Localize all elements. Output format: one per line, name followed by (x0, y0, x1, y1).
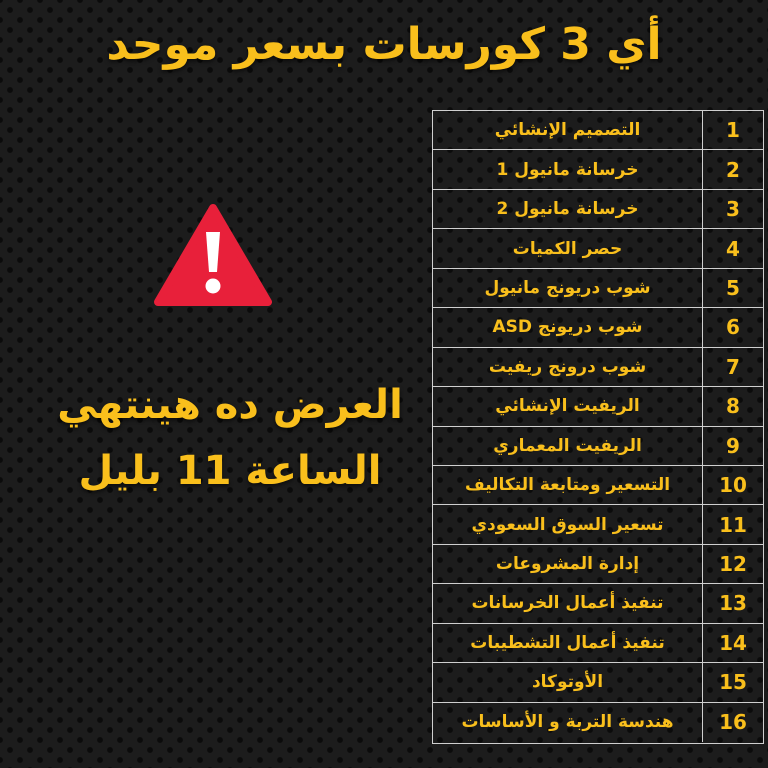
course-number: 2 (702, 150, 763, 188)
offer-line-2: الساعة 11 بليل (78, 448, 382, 494)
course-name: خرسانة مانيول 1 (496, 159, 639, 180)
course-number: 14 (702, 624, 763, 662)
table-row (433, 703, 763, 742)
table-row (433, 584, 763, 623)
headline-title: أي 3 كورسات بسعر موحد (106, 18, 662, 70)
table-row (433, 663, 763, 702)
course-number: 11 (702, 505, 763, 543)
course-name: الريفيت الإنشائي (495, 396, 640, 417)
course-name: هندسة التربة و الأساسات (461, 712, 674, 733)
course-name: شوب درونج ريفيت (488, 356, 647, 377)
warning-triangle-icon (154, 202, 272, 308)
course-name: التسعير ومتابعة التكاليف (464, 475, 671, 496)
offer-line-1: العرض ده هينتهي (57, 382, 403, 428)
course-number: 7 (702, 348, 763, 386)
offer-deadline-text (40, 372, 420, 504)
table-row (433, 308, 763, 347)
table-row (433, 624, 763, 663)
course-name: الأوتوكاد (531, 672, 604, 693)
table-row (433, 190, 763, 229)
course-number: 10 (702, 466, 763, 504)
table-row (433, 387, 763, 426)
course-number: 16 (702, 703, 763, 742)
course-name: شوب دريونج ASD (492, 317, 643, 338)
course-name: حصر الكميات (512, 238, 623, 259)
course-name: خرسانة مانيول 2 (496, 199, 639, 220)
course-number: 5 (702, 269, 763, 307)
course-number: 13 (702, 584, 763, 622)
course-number: 12 (702, 545, 763, 583)
table-row (433, 150, 763, 189)
table-row (433, 348, 763, 387)
table-row (433, 466, 763, 505)
course-number: 15 (702, 663, 763, 701)
table-row (433, 229, 763, 268)
table-row (433, 427, 763, 466)
course-name: الريفيت المعماري (493, 435, 642, 456)
course-number: 8 (702, 387, 763, 425)
courses-table (432, 110, 764, 744)
course-number: 1 (702, 111, 763, 149)
course-number: 6 (702, 308, 763, 346)
table-row (433, 545, 763, 584)
course-name: تسعير السوق السعودي (471, 514, 664, 535)
table-row (433, 269, 763, 308)
course-name: شوب دريونج مانيول (484, 277, 651, 298)
course-name: تنفيذ أعمال التشطيبات (470, 632, 665, 653)
course-number: 4 (702, 229, 763, 267)
course-name: إدارة المشروعات (495, 554, 640, 575)
course-number: 9 (702, 427, 763, 465)
course-name: تنفيذ أعمال الخرسانات (471, 593, 664, 614)
course-number: 3 (702, 190, 763, 228)
table-row (433, 505, 763, 544)
table-row (433, 111, 763, 150)
course-name: التصميم الإنشائي (494, 120, 641, 141)
